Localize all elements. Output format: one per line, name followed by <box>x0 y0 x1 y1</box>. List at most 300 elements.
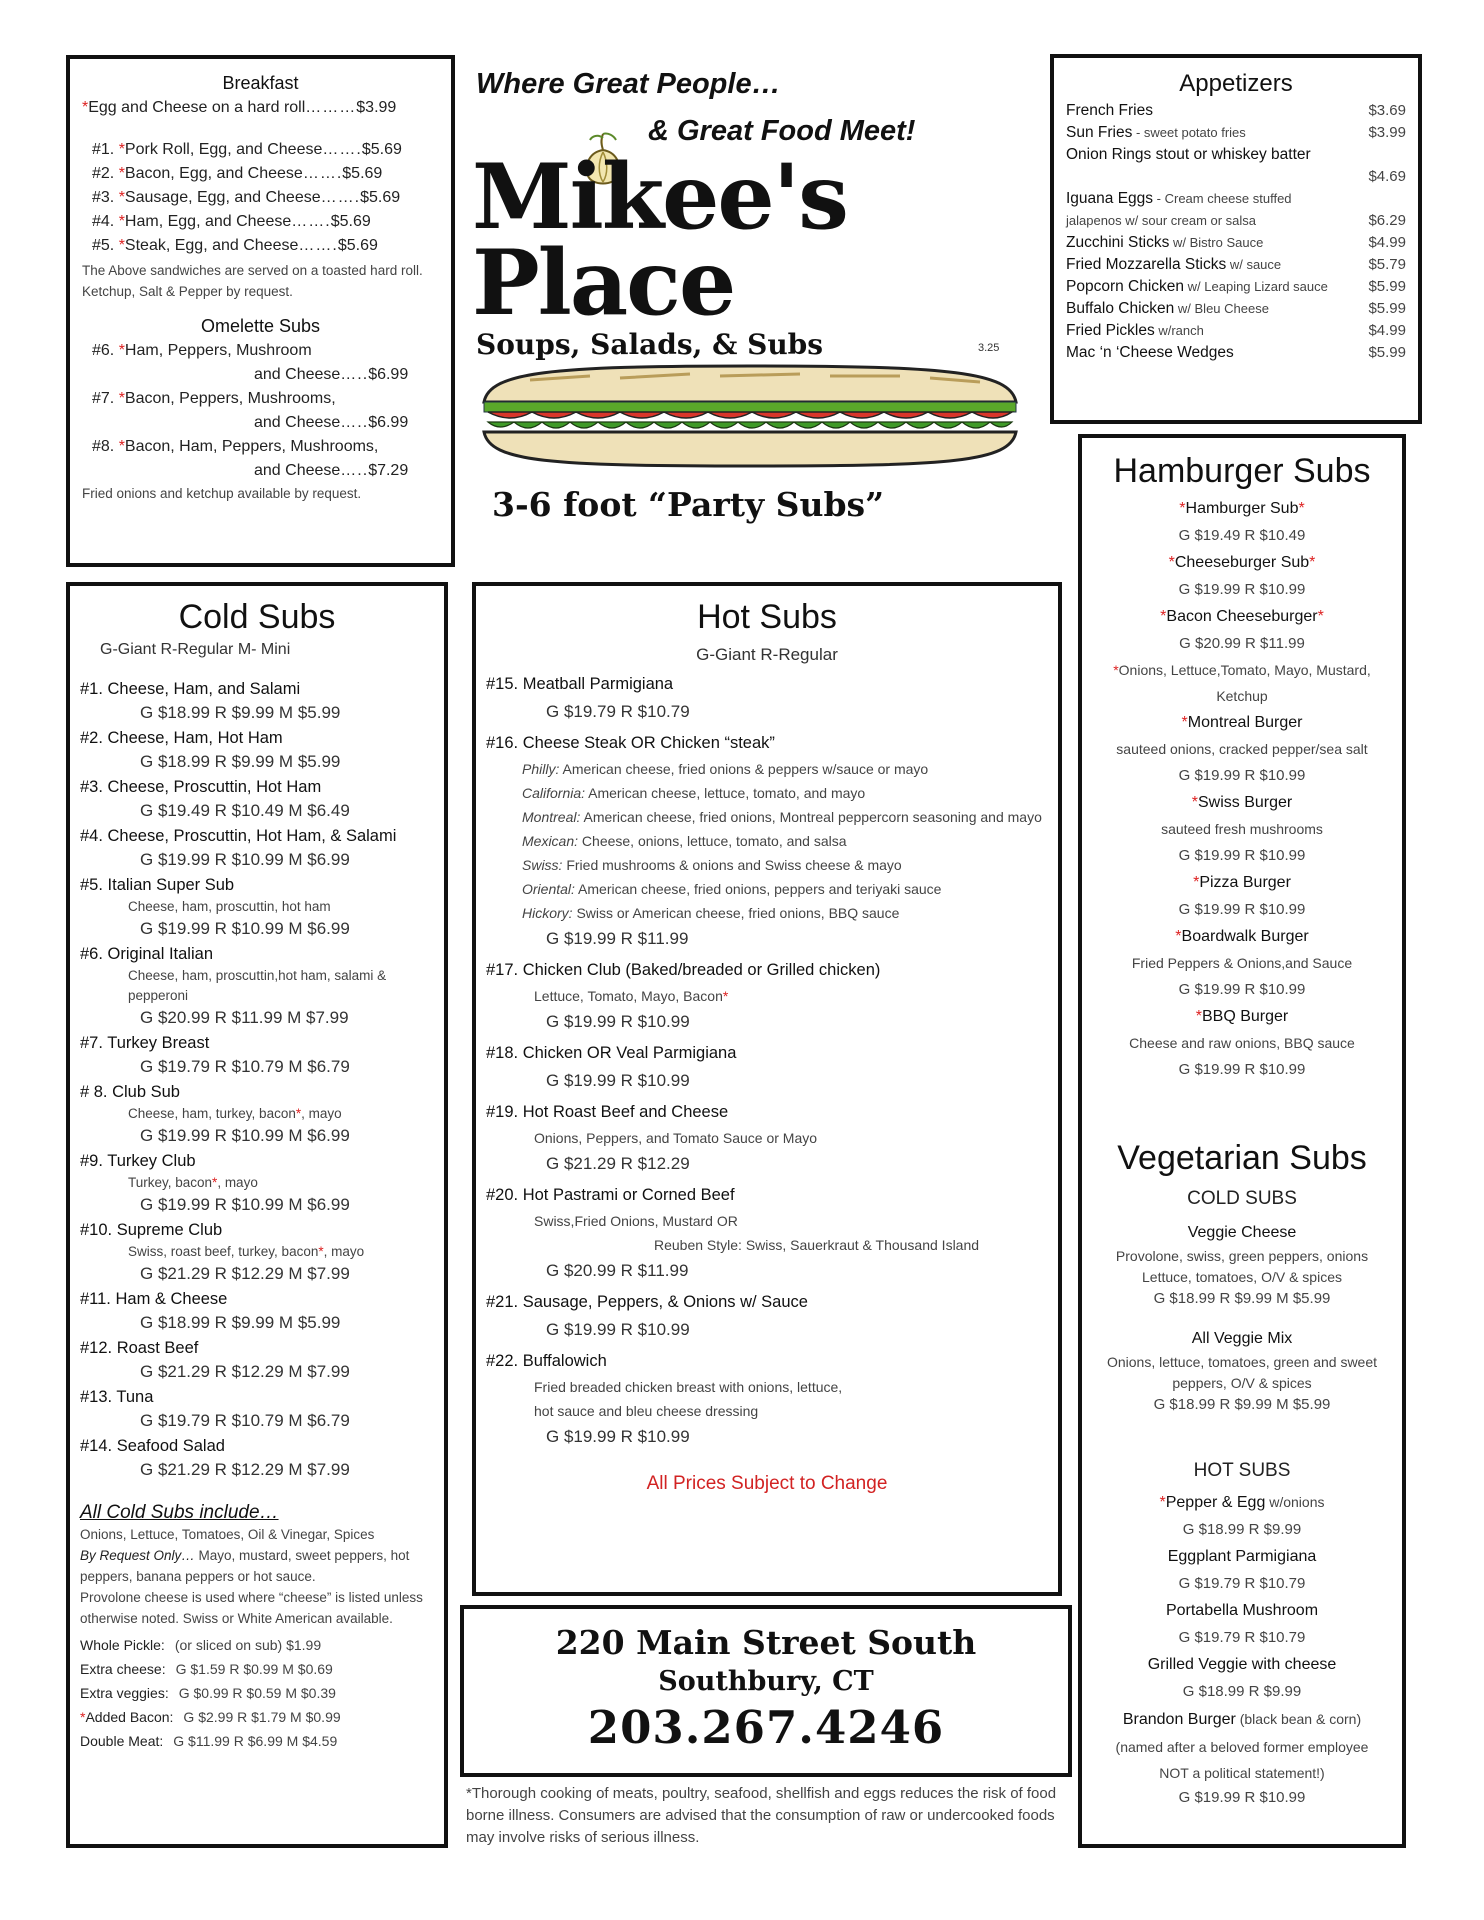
desc <box>575 881 942 897</box>
dot-leader: ……. <box>291 213 331 230</box>
asterisk: * <box>722 988 729 1004</box>
asterisk: * <box>1160 608 1167 625</box>
asterisk: * <box>118 141 125 158</box>
breakfast-item <box>82 186 439 210</box>
desc-text: Fried Peppers & Onions,and Sauce <box>1131 955 1353 971</box>
extra-label <box>80 1637 165 1653</box>
burger-name-text: Boardwalk Burger <box>1181 928 1309 945</box>
desc-text: Swiss or American cheese, fried onions, BBQ sauce <box>572 905 900 921</box>
veg-prices: G $19.79 R $10.79 <box>1178 1629 1306 1646</box>
veg-prices: G $18.99 R $9.99 <box>1182 1521 1302 1538</box>
cold-include-title: All Cold Subs include… <box>80 1502 279 1523</box>
sub-description <box>486 1126 1048 1150</box>
veg-detail: w/onions <box>1265 1494 1325 1510</box>
asterisk: * <box>1175 928 1182 945</box>
sub-name: #7. Turkey Breast <box>80 1034 210 1052</box>
cold-sub-item <box>80 1218 434 1286</box>
veg-hot-item <box>1090 1543 1394 1597</box>
extra-item <box>80 1729 434 1753</box>
omelette-item <box>82 387 439 411</box>
veg-name <box>1090 1543 1394 1571</box>
food-safety-disclaimer: *Thorough cooking of meats, poultry, seafood, shellfish and eggs reduces the risk of food borne illness. Consumers are advised that the consumption of raw or undercooked foods may involve risks of serious illness. <box>466 1785 1057 1846</box>
asterisk: * <box>118 213 125 230</box>
burger-name <box>1193 874 1291 891</box>
desc-text: Fried mushrooms & onions and Swiss cheese & mayo <box>562 857 902 873</box>
sub-prices: G $19.99 R $10.99 M $6.99 <box>140 919 350 938</box>
burger-prices: G $19.99 R $10.99 <box>1178 767 1306 784</box>
appetizer-name: French Fries <box>1066 102 1153 119</box>
extra-item <box>80 1705 434 1729</box>
appetizer-price: $4.99 <box>1368 234 1406 251</box>
hamburger-title: Hamburger Subs <box>1113 452 1371 490</box>
sub-description <box>80 966 434 1006</box>
burger-item <box>1090 549 1394 603</box>
extra-label <box>80 1733 163 1749</box>
item-name <box>119 237 299 254</box>
veg-name <box>1148 1656 1337 1673</box>
burger-description <box>1090 950 1394 976</box>
burger-prices: G $19.99 R $10.99 <box>1178 1061 1306 1078</box>
burger-description <box>1090 657 1394 709</box>
breakfast-item <box>82 234 439 258</box>
sub-description <box>486 901 1048 925</box>
burger-item <box>1090 923 1394 1003</box>
extra-item <box>80 1681 434 1705</box>
hot-subs-title: Hot Subs <box>697 598 837 636</box>
extra-prices: (or sliced on sub) $1.99 <box>174 1637 322 1653</box>
appetizer-item <box>1066 144 1406 188</box>
dot-leader: ……. <box>298 237 338 254</box>
desc <box>1161 821 1323 837</box>
appetizer-name: Mac ‘n ‘Cheese Wedges <box>1066 344 1234 361</box>
burger-name-text: Swiss Burger <box>1197 794 1293 811</box>
desc <box>1129 1035 1355 1051</box>
omelette-note: Fried onions and ketchup available by request. <box>82 486 362 501</box>
cold-legend: G-Giant R-Regular M- Mini <box>100 641 291 658</box>
item-price: $7.29 <box>368 462 409 479</box>
veg-cold-items <box>1090 1220 1394 1416</box>
sub-prices: G $20.99 R $11.99 M $7.99 <box>140 1008 349 1027</box>
request-text: Mayo, mustard, sweet peppers, hot peppers, banana peppers or hot sauce. <box>80 1548 410 1584</box>
desc <box>534 1130 817 1146</box>
appetizer-price: $5.99 <box>1368 278 1406 295</box>
desc-text: Cheese, ham, turkey, bacon <box>128 1106 296 1121</box>
sub-name: #20. Hot Pastrami or Corned Beef <box>486 1186 735 1204</box>
burger-item <box>1090 789 1394 869</box>
cold-sub-item <box>80 1031 434 1079</box>
burger-name <box>1196 1008 1289 1025</box>
veg-name-text: Pepper & Egg <box>1165 1494 1266 1511</box>
item-name-text: Steak, Egg, and Cheese <box>124 237 299 254</box>
appetizer-name: Popcorn Chicken <box>1066 278 1185 295</box>
sub-description <box>80 897 434 917</box>
cold-sub-item <box>80 824 434 872</box>
sub-name: #19. Hot Roast Beef and Cheese <box>486 1103 729 1121</box>
sub-name: #4. Cheese, Proscuttin, Hot Ham, & Salami <box>80 827 397 845</box>
burger-item <box>1090 709 1394 789</box>
desc <box>580 809 1042 825</box>
burger-name-text: Hamburger Sub <box>1185 500 1299 517</box>
sub-name: #21. Sausage, Peppers, & Onions w/ Sauce <box>486 1293 808 1311</box>
phone-number[interactable]: 203.267.4246 <box>587 1701 945 1754</box>
tagline-2: & Great Food Meet! <box>648 115 916 147</box>
dot-leader: ……. <box>322 141 362 158</box>
extra-prices: G $2.99 R $1.79 M $0.99 <box>183 1709 341 1725</box>
style-name: Montreal: <box>522 809 581 825</box>
desc <box>585 785 865 801</box>
extra-label <box>80 1709 173 1725</box>
appetizer-name: Onion Rings stout or whiskey batter <box>1066 146 1311 163</box>
burger-prices: G $19.99 R $10.99 <box>1178 847 1306 864</box>
appetizer-price: $5.99 <box>1368 300 1406 317</box>
cold-extras <box>80 1633 434 1753</box>
sub-name: #9. Turkey Club <box>80 1152 196 1170</box>
appetizer-name: Zucchini Sticks <box>1066 234 1170 251</box>
item-name-text: Ham, Peppers, Mushroom <box>124 342 312 359</box>
asterisk: * <box>1193 874 1200 891</box>
burger-item <box>1090 1003 1394 1083</box>
sub-name: #18. Chicken OR Veal Parmigiana <box>486 1044 737 1062</box>
sub-name: #16. Cheese Steak OR Chicken “steak” <box>486 734 775 752</box>
desc <box>128 1106 342 1121</box>
request-label: By Request Only… <box>80 1548 195 1563</box>
appetizer-name: Iguana Eggs <box>1066 190 1154 207</box>
burger-item <box>1090 603 1394 657</box>
extra-label-text: Added Bacon: <box>85 1709 174 1725</box>
cold-sub-item <box>80 1336 434 1384</box>
veg-hot-item <box>1090 1488 1394 1543</box>
sub-description <box>486 853 1048 877</box>
desc <box>128 899 331 914</box>
sub-description <box>486 984 1048 1008</box>
sub-prices: G $18.99 R $9.99 M $5.99 <box>140 752 341 771</box>
appetizer-detail: - Cream cheese stuffed jalapenos w/ sour cream or salsa <box>1066 191 1292 228</box>
burger-prices: G $19.49 R $10.49 <box>1178 527 1306 544</box>
item-name-text: Sausage, Egg, and Cheese <box>124 189 321 206</box>
desc-text: sauteed fresh mushrooms <box>1161 821 1323 837</box>
sub-name: #3. Cheese, Proscuttin, Hot Ham <box>80 778 322 796</box>
appetizer-price: $6.29 <box>1368 212 1406 229</box>
item-price: $5.69 <box>342 165 383 182</box>
desc <box>534 1379 842 1395</box>
cold-sub-item <box>80 726 434 774</box>
asterisk: * <box>118 165 125 182</box>
desc-text: hot sauce and bleu cheese dressing <box>534 1403 759 1419</box>
veg-hot-title: HOT SUBS <box>1193 1460 1291 1481</box>
veg-hot-item <box>1090 1651 1394 1705</box>
desc-text: sauteed onions, cracked pepper/sea salt <box>1116 741 1368 757</box>
item-name-text: Bacon, Ham, Peppers, Mushrooms, <box>124 438 379 455</box>
asterisk: * <box>1159 1494 1166 1511</box>
breakfast-item <box>82 162 439 186</box>
hot-sub-item <box>486 1040 1048 1095</box>
hot-sub-item <box>486 1289 1048 1344</box>
omelette-title: Omelette Subs <box>200 316 321 336</box>
appetizers-panel <box>1050 54 1422 424</box>
desc-text: American cheese, fried onions, peppers and teriyaki sauce <box>574 881 942 897</box>
appetizers-title: Appetizers <box>1179 70 1293 97</box>
item-number: #4. <box>92 213 119 230</box>
burger-name-text: Cheeseburger Sub <box>1174 554 1310 571</box>
appetizer-item <box>1066 320 1406 342</box>
hot-sub-items <box>486 671 1048 1451</box>
extra-label-text: Whole Pickle: <box>80 1637 165 1653</box>
sub-name: #17. Chicken Club (Baked/breaded or Grilled chicken) <box>486 961 881 979</box>
burger-prices: G $20.99 R $11.99 <box>1179 635 1305 652</box>
sub-name: #6. Original Italian <box>80 945 213 963</box>
sub-prices: G $19.79 R $10.79 M $6.79 <box>140 1057 350 1076</box>
sub-name: #12. Roast Beef <box>80 1339 199 1357</box>
burger-name <box>1182 714 1303 731</box>
burger-name <box>1090 603 1394 630</box>
sub-prices: G $19.99 R $10.99 <box>546 1320 690 1339</box>
sub-prices: G $18.99 R $9.99 M $5.99 <box>140 1313 341 1332</box>
sub-prices: G $19.99 R $10.99 <box>546 1427 690 1446</box>
extra-prices: G $1.59 R $0.99 M $0.69 <box>175 1661 333 1677</box>
extra-item <box>80 1657 434 1681</box>
asterisk: * <box>318 1244 324 1259</box>
sub-prices: G $19.99 R $10.99 <box>546 1071 690 1090</box>
desc-text: Swiss, roast beef, turkey, bacon <box>128 1244 319 1259</box>
sub-description <box>80 1173 434 1193</box>
hot-sub-item <box>486 1348 1048 1451</box>
appetizer-item <box>1066 254 1406 276</box>
item-price: $5.69 <box>337 237 378 254</box>
desc-text: , mayo <box>217 1175 258 1190</box>
sub-prices: G $19.79 R $10.79 M $6.79 <box>140 1411 350 1430</box>
veg-prices: G $18.99 R $9.99 M $5.99 <box>1153 1290 1331 1307</box>
breakfast-item <box>82 210 439 234</box>
hot-sub-item <box>486 1099 1048 1178</box>
burger-item <box>1090 657 1394 709</box>
appetizer-name: Buffalo Chicken <box>1066 300 1175 317</box>
breakfast-items <box>82 138 439 258</box>
desc <box>128 1244 364 1259</box>
burger-item <box>1090 495 1394 549</box>
appetizer-detail: w/ Bistro Sauce <box>1169 235 1264 250</box>
burger-description <box>1090 736 1394 762</box>
cold-include-text: Onions, Lettuce, Tomatoes, Oil & Vinegar, Spices <box>80 1527 375 1542</box>
sub-prices: G $21.29 R $12.29 M $7.99 <box>140 1362 350 1381</box>
item-name <box>119 165 303 182</box>
item-number: #6. <box>92 342 119 359</box>
style-name: Swiss: <box>522 857 563 873</box>
asterisk: * <box>118 390 125 407</box>
burger-name <box>1090 789 1394 816</box>
hot-sub-item <box>486 957 1048 1036</box>
dot-leader: ….. <box>340 414 369 431</box>
veg-detail: (black bean & corn) <box>1235 1711 1362 1727</box>
breakfast-item <box>82 138 439 162</box>
item-name-text: Pork Roll, Egg, and Cheese <box>124 141 323 158</box>
style-name: Oriental: <box>522 881 575 897</box>
item-name <box>119 342 312 359</box>
asterisk: * <box>1298 500 1305 517</box>
burger-name <box>1175 928 1308 945</box>
restaurant-name-2: Place <box>472 230 735 336</box>
veg-name <box>1090 1488 1394 1517</box>
appetizer-name: Fried Mozzarella Sticks <box>1066 256 1227 273</box>
cold-sub-item <box>80 775 434 823</box>
header-logo <box>470 60 1030 560</box>
sub-description <box>486 1233 1048 1257</box>
sub-name: # 8. Club Sub <box>80 1083 180 1101</box>
street-address: 220 Main Street South <box>555 1623 977 1662</box>
extra-prices: G $11.99 R $6.99 M $4.59 <box>173 1733 338 1749</box>
desc-text: American cheese, fried onions, Montreal peppercorn seasoning and mayo <box>580 809 1042 825</box>
veg-name-text: Grilled Veggie with cheese <box>1147 1656 1337 1673</box>
veg-description: Onions, lettuce, tomatoes, green and sweet peppers, O/V & spices <box>1106 1354 1378 1391</box>
appetizer-item <box>1066 188 1406 232</box>
appetizer-detail: w/ Leaping Lizard sauce <box>1184 279 1328 294</box>
desc-text: Onions, Lettuce,Tomato, Mayo, Mustard, Ketchup <box>1118 662 1371 704</box>
desc-text: Lettuce, Tomato, Mayo, Bacon <box>534 988 723 1004</box>
extra-label <box>80 1661 166 1677</box>
appetizer-item <box>1066 100 1406 122</box>
item-name <box>119 390 336 407</box>
veg-name <box>1123 1711 1236 1728</box>
brandon-prices: G $19.99 R $10.99 <box>1178 1789 1306 1806</box>
sub-prices: G $18.99 R $9.99 M $5.99 <box>140 703 341 722</box>
extra-label <box>80 1685 169 1701</box>
burger-name <box>1160 608 1324 625</box>
veg-name-text: Eggplant Parmigiana <box>1167 1548 1317 1565</box>
burger-description <box>1090 1030 1394 1056</box>
sub-description <box>486 1399 1048 1423</box>
item-number: #2. <box>92 165 119 182</box>
item-name-text: Ham, Egg, and Cheese <box>124 213 292 230</box>
party-subs: 3-6 foot “Party Subs” <box>492 485 885 524</box>
sub-sandwich-icon <box>470 362 1030 472</box>
cold-subs-title: Cold Subs <box>178 598 336 636</box>
sub-prices: G $19.99 R $10.99 M $6.99 <box>140 1126 350 1145</box>
burger-name <box>1169 554 1316 571</box>
burger-name <box>1179 500 1304 517</box>
veg-name <box>1159 1494 1265 1511</box>
omelette-item <box>82 339 439 363</box>
item-number: #3. <box>92 189 119 206</box>
desc-text: Cheese, ham, proscuttin, hot ham <box>128 899 331 914</box>
veg-hot-item <box>1090 1597 1394 1651</box>
veg-description: Provolone, swiss, green peppers, onions Lettuce, tomatoes, O/V & spices <box>1115 1248 1369 1285</box>
cold-sub-item <box>80 1385 434 1433</box>
hot-sub-item <box>486 671 1048 726</box>
sub-name: #1. Cheese, Ham, and Salami <box>80 680 301 698</box>
item-name-text: Bacon, Egg, and Cheese <box>124 165 303 182</box>
desc <box>128 968 386 1003</box>
sub-prices: G $21.29 R $12.29 M $7.99 <box>140 1264 350 1283</box>
sub-name: #11. Ham & Cheese <box>80 1290 228 1308</box>
appetizer-detail: w/ranch <box>1154 323 1204 338</box>
hot-sub-item <box>486 730 1048 953</box>
sub-prices: G $19.99 R $10.99 M $6.99 <box>140 850 350 869</box>
appetizer-detail: - sweet potato fries <box>1132 125 1246 140</box>
veg-cold-title: COLD SUBS <box>1187 1188 1297 1209</box>
veg-name <box>1166 1602 1318 1619</box>
sub-prices: G $21.29 R $12.29 M $7.99 <box>140 1460 350 1479</box>
item-number: #7. <box>92 390 119 407</box>
veg-prices: G $19.79 R $10.79 <box>1178 1575 1306 1592</box>
burger-prices: G $19.99 R $10.99 <box>1178 901 1306 918</box>
desc <box>573 905 900 921</box>
appetizer-detail: w/ Bleu Cheese <box>1174 301 1269 316</box>
sub-name: #5. Italian Super Sub <box>80 876 235 894</box>
appetizer-name: Sun Fries <box>1066 124 1133 141</box>
style-name: California: <box>522 785 586 801</box>
sub-description <box>486 781 1048 805</box>
veg-cold-item <box>1090 1220 1394 1310</box>
desc <box>128 1175 258 1190</box>
desc <box>1132 955 1352 971</box>
veg-name-text: Portabella Mushroom <box>1165 1602 1319 1619</box>
sub-prices: G $19.99 R $10.99 <box>546 1012 690 1031</box>
burger-name-text: BBQ Burger <box>1201 1008 1289 1025</box>
asterisk: * <box>1179 500 1186 517</box>
appetizer-price: $5.99 <box>1368 344 1406 361</box>
sub-name: #10. Supreme Club <box>80 1221 223 1239</box>
appetizer-name: Fried Pickles <box>1066 322 1155 339</box>
cold-sub-item <box>80 942 434 1030</box>
asterisk: * <box>212 1175 218 1190</box>
breakfast-title: Breakfast <box>222 73 299 93</box>
veg-name <box>1090 1651 1394 1679</box>
sub-prices: G $19.99 R $10.99 M $6.99 <box>140 1195 350 1214</box>
veg-name <box>1090 1705 1394 1734</box>
extra-item <box>80 1633 434 1657</box>
item-number: #8. <box>92 438 119 455</box>
item-name: Egg and Cheese on a hard roll <box>88 99 306 116</box>
veg-name: Veggie Cheese <box>1187 1224 1297 1241</box>
item-price: $5.69 <box>360 189 401 206</box>
item-name <box>119 189 321 206</box>
asterisk: * <box>1113 662 1119 678</box>
cold-sub-item <box>80 1149 434 1217</box>
extra-label-text: Extra cheese: <box>80 1661 166 1677</box>
sub-prices: G $19.79 R $10.79 <box>546 702 690 721</box>
desc-text: Cheese and raw onions, BBQ sauce <box>1129 1035 1355 1051</box>
veg-cold-item <box>1090 1326 1394 1416</box>
appetizer-price: $5.79 <box>1368 256 1406 273</box>
restaurant-name-1: Mikee's <box>472 144 847 250</box>
desc-text: American cheese, lettuce, tomato, and mayo <box>585 785 866 801</box>
omelette-item <box>82 435 439 459</box>
sub-prices: G $19.49 R $10.49 M $6.49 <box>140 801 350 820</box>
desc-text: Turkey, bacon <box>128 1175 213 1190</box>
veg-hot-items <box>1090 1488 1394 1734</box>
address-panel <box>460 1605 1072 1777</box>
cold-sub-item <box>80 677 434 725</box>
item-name-cont: and Cheese <box>254 366 341 383</box>
desc-text: Cheese, onions, lettuce, tomato, and salsa <box>578 833 847 849</box>
burger-name <box>1090 709 1394 736</box>
asterisk: * <box>1191 794 1198 811</box>
sub-prices: G $21.29 R $12.29 <box>546 1154 690 1173</box>
desc <box>1116 741 1367 757</box>
breakfast-panel <box>66 55 455 567</box>
veg-prices: G $18.99 R $9.99 M $5.99 <box>1153 1396 1331 1413</box>
appetizer-item <box>1066 342 1406 364</box>
desc-text: Swiss,Fried Onions, Mustard OR <box>534 1213 738 1229</box>
burger-name <box>1090 549 1394 576</box>
sub-name: #13. Tuna <box>80 1388 154 1406</box>
desc-text: Cheese, ham, proscuttin,hot ham, salami & pepperoni <box>128 968 387 1003</box>
sub-name: #14. Seafood Salad <box>80 1437 225 1455</box>
dot-leader: ….. <box>340 366 369 383</box>
asterisk: * <box>1195 1008 1202 1025</box>
burger-name <box>1090 923 1394 950</box>
item-price: $5.69 <box>330 213 371 230</box>
style-name: Hickory: <box>522 905 573 921</box>
